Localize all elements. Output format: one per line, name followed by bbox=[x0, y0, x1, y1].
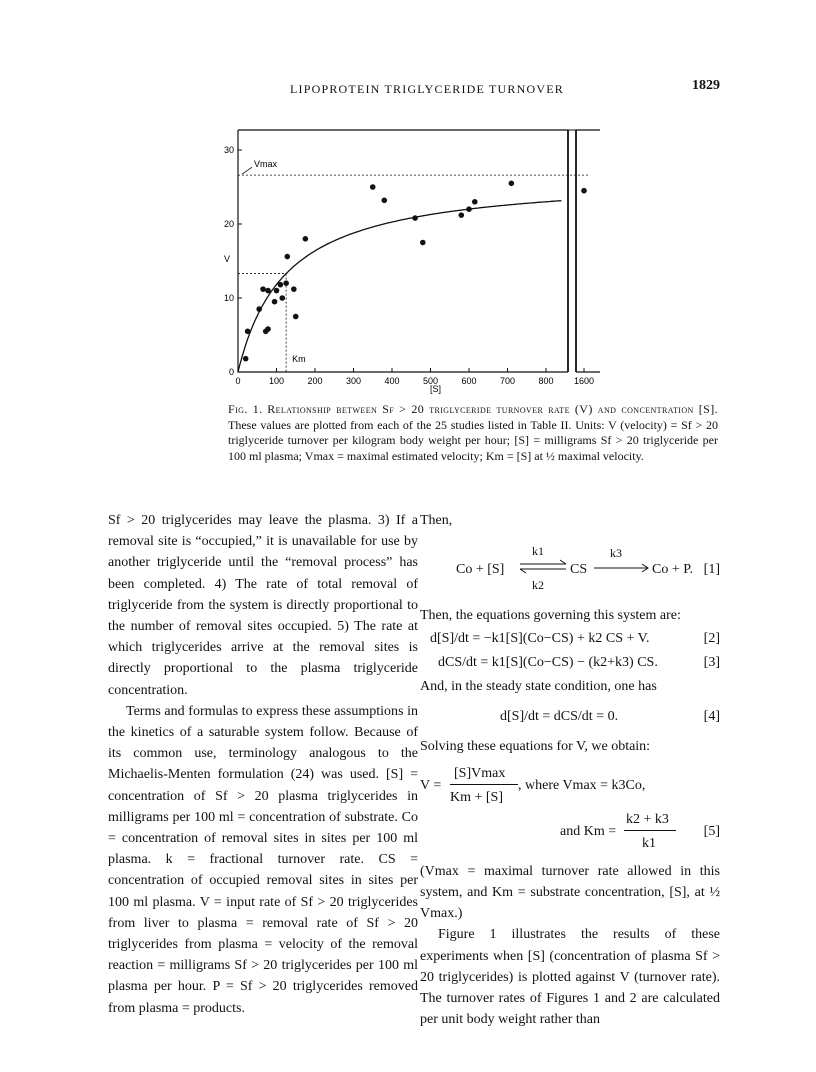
x-tick-label: 400 bbox=[384, 376, 400, 386]
x-tick-label: 800 bbox=[538, 376, 554, 386]
data-point bbox=[370, 184, 376, 190]
x-tick-label: 600 bbox=[461, 376, 477, 386]
data-point bbox=[265, 326, 271, 332]
x-tick-label: 200 bbox=[307, 376, 323, 386]
eq4-text: d[S]/dt = dCS/dt = 0. bbox=[500, 708, 619, 724]
data-point bbox=[459, 212, 465, 218]
km-lhs: and Km = bbox=[560, 823, 617, 839]
steady-state-intro: And, in the steady state condition, one has bbox=[420, 679, 657, 695]
data-point bbox=[278, 282, 284, 288]
data-point bbox=[279, 295, 285, 301]
axis-labels bbox=[224, 159, 441, 394]
data-point bbox=[265, 288, 271, 294]
left-paragraph-2: Terms and formulas to express these assumptions in the kinetics of a saturable system follow. Because of its common use, terminology analogous to the Michaelis-Menten formulation (24) was used. [S] = concentration of Sf > 20 plasma triglycerides in milligrams per 100 ml = concentration of substrate. Co = concentration of removal sites in sites per 100 ml plasma. k = fractional turnover rate. CS = concentration of occupied removal sites in sites per 100 ml plasma. V = input rate of Sf > 20 triglycerides from liver to plasma = removal rate of Sf > 20 triglycerides from plasma = velocity of the removal reaction = milligrams Sf > 20 triglycerides per 100 ml plasma per hour. P = Sf > 20 triglycerides removed from plasma = products. bbox=[108, 703, 418, 1016]
y-tick-label: 0 bbox=[228, 367, 234, 377]
x-tick-label: 100 bbox=[268, 376, 285, 386]
data-point bbox=[291, 286, 297, 292]
km-denominator: k1 bbox=[642, 835, 656, 851]
caption-title: Relationship between Sf > 20 triglyceride turnover rate (V) and concentration [S]. bbox=[267, 402, 718, 416]
eq3-number: [3] bbox=[703, 655, 720, 671]
rxn-k1: k1 bbox=[532, 544, 544, 559]
x-tick-label: 1600 bbox=[573, 376, 595, 386]
rxn-left: Co + [S] bbox=[456, 562, 505, 578]
left-paragraph-1: Sf > 20 triglycerides may leave the plasma. 3) If a removal site is “occupied,” it is unavailable for use by another triglyceride until the “removal process” has been completed. 4) The rate of total removal of triglyceride from the system is directly proportional to the number of removal sites occupied. 5) The rate at which triglycerides arrive at the removal sites is directly proportional to the plasma triglyceride concentration. bbox=[108, 513, 418, 698]
data-point bbox=[303, 236, 309, 242]
data-points bbox=[243, 181, 587, 362]
left-column bbox=[108, 510, 418, 1019]
data-point bbox=[274, 288, 280, 294]
data-point bbox=[412, 215, 418, 221]
eq2-text: d[S]/dt = −k1[S](Co−CS) + k2 CS + V. bbox=[430, 631, 650, 647]
chart-axes bbox=[238, 130, 600, 372]
running-title: LIPOPROTEIN TRIGLYCERIDE TURNOVER bbox=[290, 82, 564, 96]
vmax-definition: (Vmax = maximal turnover rate allowed in this system, and Km = substrate concentration, [S], at ½ Vmax.) bbox=[420, 863, 720, 922]
vmax-pointer bbox=[242, 167, 252, 174]
data-point bbox=[245, 329, 251, 335]
v-numerator: [S]Vmax bbox=[454, 765, 506, 781]
x-axis-label: [S] bbox=[430, 384, 442, 394]
data-point bbox=[382, 198, 388, 204]
chart-axes-main bbox=[238, 130, 568, 372]
reaction-equation bbox=[420, 535, 720, 597]
x-tick-label: 0 bbox=[235, 376, 241, 386]
guide-lines bbox=[238, 175, 590, 372]
rxn-right: Co + P. bbox=[652, 562, 693, 578]
y-tick-label: 10 bbox=[223, 293, 234, 303]
eq3-text: dCS/dt = k1[S](Co−CS) − (k2+k3) CS. bbox=[438, 655, 658, 671]
data-point bbox=[472, 199, 478, 205]
data-point bbox=[284, 254, 290, 260]
x-tick-label: 300 bbox=[345, 376, 362, 386]
y-tick-label: 20 bbox=[223, 219, 234, 229]
data-point bbox=[420, 240, 426, 246]
v-lhs: V = bbox=[420, 777, 442, 793]
x-tick-label: 500 bbox=[422, 376, 439, 386]
eq5-number: [5] bbox=[703, 823, 720, 839]
equation-5 bbox=[420, 763, 720, 855]
data-point bbox=[581, 188, 587, 194]
right-column bbox=[420, 510, 720, 1030]
equation-2 bbox=[420, 628, 720, 650]
data-point bbox=[509, 181, 515, 187]
figure-1-scatter-plot bbox=[220, 118, 620, 398]
eq2-number: [2] bbox=[703, 631, 720, 647]
figure-caption bbox=[228, 402, 718, 464]
rxn-k3: k3 bbox=[610, 546, 622, 561]
data-point bbox=[260, 286, 266, 292]
rxn-mid: CS bbox=[570, 562, 588, 578]
data-point bbox=[293, 314, 299, 320]
x-tick-label: 700 bbox=[499, 376, 516, 386]
v-denominator: Km + [S] bbox=[450, 789, 504, 805]
y-axis-label: V bbox=[224, 254, 231, 264]
data-point bbox=[243, 356, 249, 362]
eq4-number: [4] bbox=[703, 708, 720, 724]
equation-3 bbox=[420, 652, 720, 674]
governing-text: Then, the equations governing this system are: bbox=[420, 608, 681, 624]
eq1-number: [1] bbox=[703, 562, 720, 578]
data-point bbox=[466, 206, 472, 212]
data-point bbox=[256, 306, 262, 312]
data-point bbox=[283, 280, 289, 286]
axis-ticks bbox=[224, 145, 594, 386]
page-number: 1829 bbox=[692, 78, 720, 93]
km-numerator: k2 + k3 bbox=[626, 811, 669, 827]
y-tick-label: 30 bbox=[223, 145, 234, 155]
caption-label: Fig. 1. bbox=[228, 402, 263, 416]
data-point bbox=[272, 299, 278, 305]
solving-text: Solving these equations for V, we obtain: bbox=[420, 738, 651, 754]
v-where: , where Vmax = k3Co, bbox=[518, 777, 646, 793]
equation-4 bbox=[420, 706, 720, 728]
rxn-k2: k2 bbox=[532, 578, 544, 593]
km-annotation: Km bbox=[292, 354, 306, 364]
vmax-annotation: Vmax bbox=[254, 159, 278, 170]
figure-discussion-paragraph: Figure 1 illustrates the results of these experiments when [S] (concentration of plasma Sf > 20 triglycerides) is plotted against V (turnover rate). The turnover rates of Figures 1 and 2 are calculated per unit body weight rather than bbox=[420, 927, 720, 1028]
then-text: Then, bbox=[420, 513, 453, 528]
caption-body: These values are plotted from each of the 25 studies listed in Table II. Units: V (velocity) = Sf > 20 triglyceride turnover per kilogram body weight per hour; [S] = milligrams Sf > 20 triglyceride per 100 ml plasma; Vmax = maximal estimated velocity; Km = [S] at ½ maximal velocity. bbox=[228, 417, 718, 463]
